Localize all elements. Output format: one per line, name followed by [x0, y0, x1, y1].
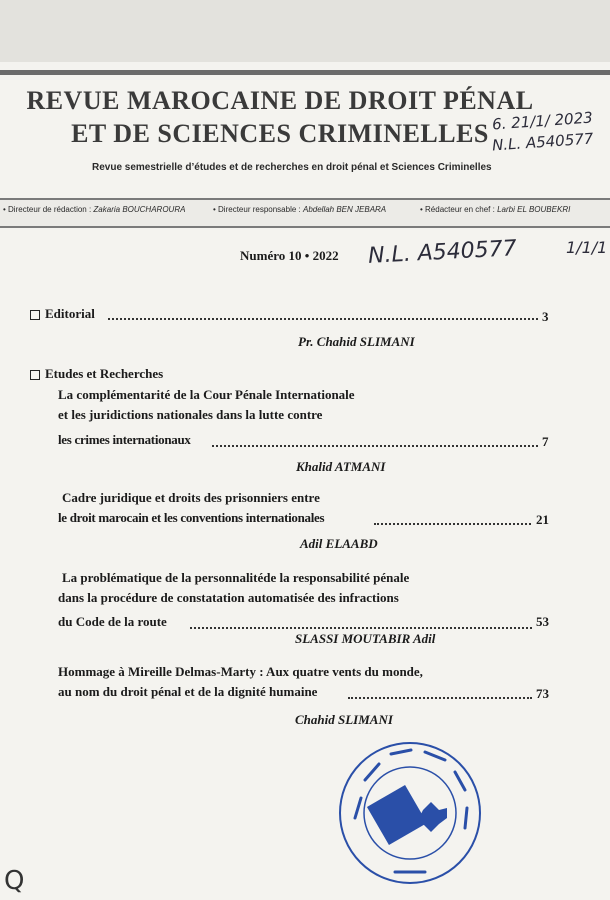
staff-responsible-label: Directeur responsable :	[218, 205, 301, 214]
issue-number	[240, 248, 339, 264]
staff-responsible: • Directeur responsable : Abdellah BEN JEBARA	[213, 205, 387, 214]
library-stamp-icon	[335, 738, 485, 888]
toc-leader-dots	[212, 445, 538, 447]
article3-line3: du Code de la route	[58, 614, 167, 629]
article4-author: Chahid SLIMANI	[295, 712, 393, 727]
issue-sep: •	[304, 248, 310, 263]
issue-label: Numéro 10	[240, 248, 302, 263]
journal-title-line2: ET DE SCIENCES CRIMINELLES	[71, 119, 489, 148]
toc-leader-dots	[348, 697, 532, 699]
toc-section	[30, 366, 163, 382]
toc-editorial	[30, 306, 95, 322]
article1-line3: les crimes internationaux	[58, 432, 191, 447]
toc-editorial-title: Editorial	[45, 306, 95, 321]
issue-year: 2022	[312, 248, 339, 263]
handwritten-ref-top: N.L. A540577	[491, 129, 594, 155]
handwritten-ref-numero: N.L. A540577	[367, 236, 518, 269]
toc-editorial-author: Pr. Chahid SLIMANI	[298, 334, 415, 349]
article2-page: 21	[536, 512, 549, 527]
checkbox-icon	[30, 370, 40, 380]
article1-author: Khalid ATMANI	[296, 459, 386, 474]
article3-author: SLASSI MOUTABIR Adil	[295, 631, 436, 646]
journal-subtitle: Revue semestrielle d’études et de recherches en droit pénal et Sciences Criminelles	[92, 162, 492, 173]
article4-line2: au nom du droit pénal et de la dignité humaine	[58, 684, 318, 699]
staff-director-label: Directeur de rédaction :	[8, 205, 92, 214]
article4-line1: Hommage à Mireille Delmas-Marty : Aux quatre vents du monde,	[58, 664, 423, 679]
staff-responsible-name: Abdellah BEN JEBARA	[302, 205, 387, 214]
handwritten-date: 6. 21/1/ 2023	[491, 108, 594, 134]
toc-editorial-page: 3	[542, 309, 549, 324]
article2-author: Adil ELAABD	[300, 536, 378, 551]
staff-chief-label: Rédacteur en chef :	[425, 205, 495, 214]
article3-page: 53	[536, 614, 549, 629]
staff-director: • Directeur de rédaction : Zakaria BOUCHAROURA	[3, 205, 186, 214]
handwritten-mark: 1/1/1	[566, 238, 608, 257]
header-rule	[0, 70, 610, 75]
article2-line1: Cadre juridique et droits des prisonniers entre	[62, 490, 320, 505]
toc-leader-dots	[108, 318, 538, 320]
article4-page: 73	[536, 686, 549, 701]
article1-line1: La complémentarité de la Cour Pénale Internationale	[58, 387, 355, 402]
article2-line2: le droit marocain et les conventions internationales	[58, 510, 325, 525]
staff-chief-name: Larbi EL BOUBEKRI	[497, 205, 571, 214]
toc-leader-dots	[190, 627, 532, 629]
top-band	[0, 0, 610, 62]
journal-title-line1: REVUE MAROCAINE DE DROIT PÉNAL	[26, 86, 534, 115]
article3-line1: La problématique de la personnalitéde la responsabilité pénale	[62, 570, 410, 585]
toc-leader-dots	[374, 523, 531, 525]
article1-line2: et les juridictions nationales dans la lutte contre	[58, 407, 323, 422]
article1-page: 7	[542, 434, 549, 449]
staff-chief: • Rédacteur en chef : Larbi EL BOUBEKRI	[420, 205, 571, 214]
article3-line2: dans la procédure de constatation automatisée des infractions	[58, 590, 399, 605]
staff-director-name: Zakaria BOUCHAROURA	[93, 205, 186, 214]
toc-section-title: Etudes et Recherches	[45, 366, 164, 381]
checkbox-icon	[30, 310, 40, 320]
corner-handwritten-mark: Q	[4, 866, 25, 896]
